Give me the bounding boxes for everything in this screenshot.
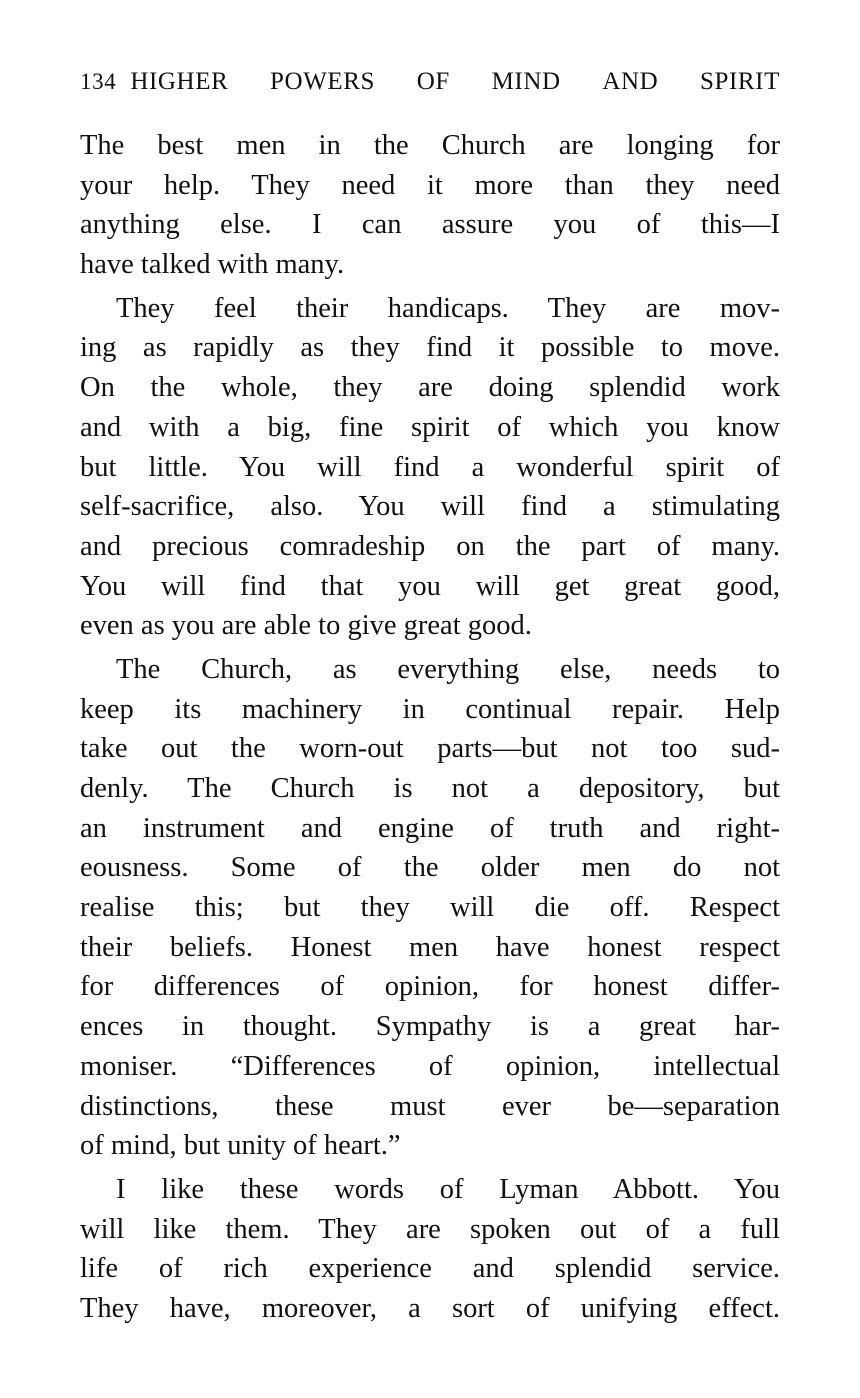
text-line: an instrument and engine of truth and right-	[80, 812, 780, 844]
text-line: moniser. “Differences of opinion, intellectual	[80, 1050, 780, 1082]
text-line: your help. They need it more than they need	[80, 169, 780, 201]
text-line: The best men in the Church are longing for	[80, 130, 780, 161]
text-line: but little. You will find a wonderful spirit of	[80, 451, 780, 483]
text-line: On the whole, they are doing splendid work	[80, 372, 780, 404]
paragraph	[80, 1170, 780, 1329]
paragraph	[80, 650, 780, 1166]
running-head-title	[130, 68, 780, 96]
text-line: ing as rapidly as they find it possible to move.	[80, 332, 780, 364]
text-line: The Church, as everything else, needs to	[116, 653, 780, 685]
text-line: keep its machinery in continual repair. Help	[80, 693, 780, 725]
running-head-word: AND	[602, 68, 659, 95]
text-line: have talked with many.	[80, 249, 345, 281]
text-line: realise this; but they will die off. Respect	[80, 892, 780, 924]
running-head-word: MIND	[491, 68, 561, 95]
text-line: self-sacrifice, also. You will find a stimulating	[80, 491, 780, 523]
text-line: ences in thought. Sympathy is a great har-	[80, 1011, 780, 1043]
text-line: will like them. They are spoken out of a full	[80, 1213, 780, 1245]
running-head-word: POWERS	[270, 68, 376, 95]
page-number: 134	[80, 69, 117, 94]
running-head-word: OF	[416, 68, 450, 95]
text-line: They have, moreover, a sort of unifying effect.	[80, 1292, 780, 1324]
body-text	[80, 126, 780, 1329]
text-line: of mind, but unity of heart.”	[80, 1130, 401, 1162]
text-line: life of rich experience and splendid service.	[80, 1253, 780, 1285]
text-line: They feel their handicaps. They are mov-	[116, 292, 780, 324]
running-head	[80, 68, 780, 112]
text-line: distinctions, these must ever be—separation	[80, 1090, 780, 1122]
running-head-word: HIGHER	[130, 68, 229, 95]
text-line: anything else. I can assure you of this—I	[80, 209, 780, 241]
text-line: for differences of opinion, for honest differ-	[80, 971, 780, 1003]
book-page	[80, 68, 780, 1333]
running-head-word: SPIRIT	[699, 68, 780, 95]
text-line: eousness. Some of the older men do not	[80, 852, 780, 884]
text-line: even as you are able to give great good.	[80, 610, 532, 642]
text-line: denly. The Church is not a depository, but	[80, 773, 780, 804]
paragraph	[80, 289, 780, 646]
text-line: I like these words of Lyman Abbott. You	[116, 1173, 780, 1205]
text-line: You will find that you will get great good,	[80, 570, 780, 602]
text-line: their beliefs. Honest men have honest respect	[80, 931, 780, 963]
text-line: and with a big, fine spirit of which you know	[80, 411, 780, 443]
paragraph	[80, 126, 780, 285]
text-line: and precious comradeship on the part of many.	[80, 530, 780, 562]
text-line: take out the worn-out parts—but not too sud-	[80, 733, 780, 765]
